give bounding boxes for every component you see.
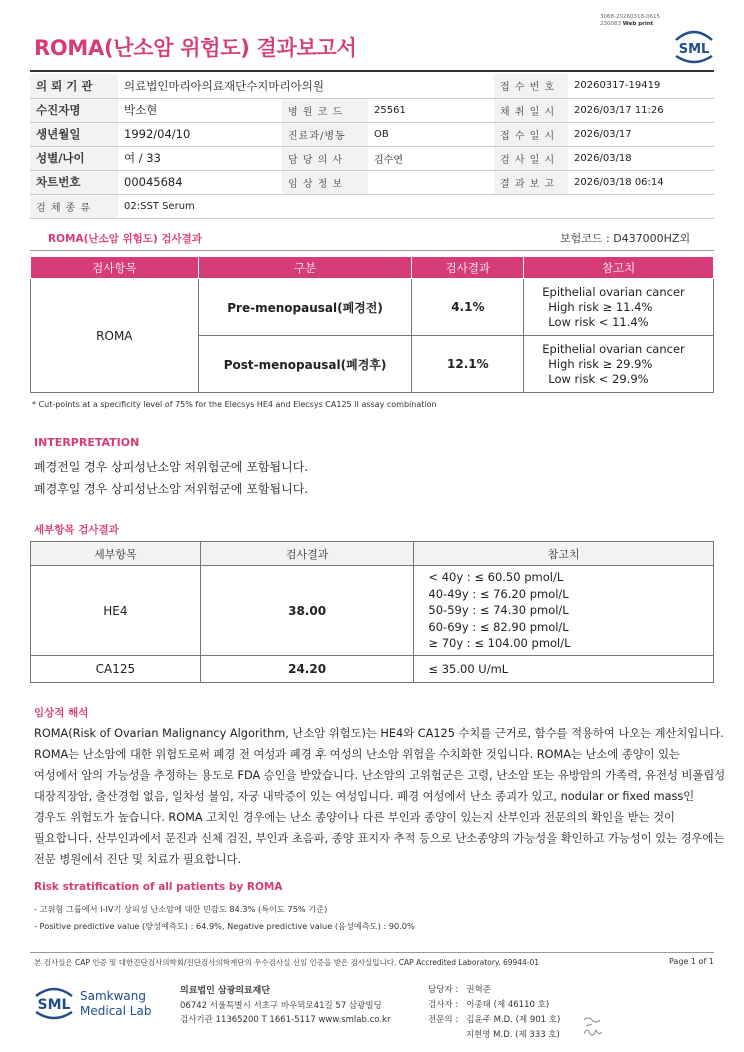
info-value: 2026/03/17 11:26 [568, 98, 714, 122]
detail-item: CA125 [31, 656, 201, 683]
specimen-label: 검 체 종 류 [30, 194, 118, 218]
staff-line: 검사자 : 이종태 (제 46110 호) [428, 1000, 550, 1010]
detail-result: 38.00 [200, 566, 414, 656]
specimen-row [30, 194, 714, 218]
roma-result: 4.1% [412, 279, 524, 336]
ref-line: High risk ≥ 29.9% [548, 356, 653, 371]
clinical-line: ROMA(Risk of Ovarian Malignancy Algorithm, 난소암 위험도)는 HE4와 CA125 수치를 근거로, 함수를 적용하여 나오는 계산치입니다. [34, 727, 724, 740]
insurance-code: 보험코드 : D437000HZ외 [560, 232, 691, 245]
clinical-line: ROMA는 난소암에 대한 위험도로써 폐경 전 여성과 폐경 후 여성의 난소암 위험을 수치화한 것입니다. ROMA는 난소에 종양이 있는 [34, 748, 680, 761]
clinical-title: 임상적 해석 [34, 707, 89, 719]
interpretation-line: 폐경전일 경우 상피성난소암 저위험군에 포함됩니다. [34, 460, 309, 474]
detail-result: 24.20 [200, 656, 414, 683]
samkwang-logo-icon [34, 980, 164, 1024]
info-label: 수진자명 [30, 98, 118, 122]
info-label: 진료과/병동 [282, 122, 368, 146]
roma-header-category: 구분 [198, 257, 412, 279]
detail-result-table [30, 541, 714, 683]
signature-icon [580, 1012, 610, 1042]
detail-header-result: 검사결과 [200, 542, 414, 566]
roma-result-table [30, 256, 714, 393]
detail-reference [414, 566, 714, 656]
ref-line: 40-49y : ≤ 76.20 pmol/L [428, 586, 569, 601]
risk-line: - 고위험 그룹에서 I-IV기 상피성 난소암에 대한 민감도 84.3% (특이도 75% 기준) [34, 904, 328, 914]
info-label: 접 수 일 시 [494, 122, 568, 146]
divider [30, 952, 714, 953]
organization-name: 의료법인 삼광의료재단 [180, 986, 271, 996]
info-value: 2026/03/18 06:14 [568, 170, 714, 194]
sml-logo-icon [672, 26, 716, 64]
roma-section-title: ROMA(난소암 위험도) 검사결과 [48, 233, 202, 245]
info-value: 00045684 [118, 170, 282, 194]
info-value: OB [368, 122, 494, 146]
info-row [30, 98, 714, 122]
roma-header-item: 검사항목 [31, 257, 199, 279]
roma-category: Post-menopausal(폐경후) [198, 336, 412, 393]
roma-header-reference: 참고치 [524, 257, 714, 279]
ref-line: Epithelial ovarian cancer [542, 341, 685, 356]
info-value: 20260317-19419 [568, 74, 714, 98]
info-value: 2026/03/17 [568, 122, 714, 146]
info-label: 병 원 코 드 [282, 98, 368, 122]
footnote: * Cut-points at a specificity level of 75% for the Elecsys HE4 and Elecsys CA125 II assay combination [32, 400, 437, 409]
info-label: 임 상 정 보 [282, 170, 368, 194]
roma-result: 12.1% [412, 336, 524, 393]
risk-line: - Positive predictive value (양성예측도) : 64.9%, Negative predictive value (음성예측도) : 90.0% [34, 921, 415, 931]
info-label: 접 수 번 호 [494, 74, 568, 98]
clinical-line: 여성에서 암의 가능성을 추정하는 용도로 FDA 승인을 받았습니다. 난소암의 고위험군은 고령, 난소암 또는 유방암의 가족력, 유전성 비폴립성 [34, 769, 726, 782]
ref-line: ≥ 70y : ≤ 104.00 pmol/L [428, 636, 571, 651]
divider [30, 250, 714, 251]
clinical-line: 대장직장암, 출산경험 없음, 일차성 불임, 자궁 내막증이 있는 여성입니다. 폐경 여성에서 난소 종괴가 있고, nodular or fixed mass인 [34, 790, 695, 803]
detail-item: HE4 [31, 566, 201, 656]
clinical-line: 전문 병원에서 진단 및 치료가 필요합니다. [34, 853, 242, 866]
risk-title: Risk stratification of all patients by ROMA [34, 881, 283, 893]
info-value: 김수연 [368, 146, 494, 170]
info-label: 의 뢰 기 관 [30, 74, 118, 98]
ref-line: ≤ 35.00 U/mL [428, 661, 509, 676]
organization-address: 06742 서울특별시 서초구 바우뫼로41길 57 삼광빌딩 [180, 1001, 382, 1011]
page-title: ROMA(난소암 위험도) 결과보고서 [34, 36, 357, 60]
organization-contact: 검사기관 11365200 T 1661-5117 www.smlab.co.kr [180, 1015, 391, 1025]
info-label: 검 사 일 시 [494, 146, 568, 170]
detail-header-reference: 참고치 [414, 542, 714, 566]
roma-item: ROMA [31, 279, 199, 393]
detail-header-item: 세부항목 [31, 542, 201, 566]
info-label: 채 취 일 시 [494, 98, 568, 122]
info-row [30, 122, 714, 146]
roma-category: Pre-menopausal(폐경전) [198, 279, 412, 336]
page-number: Page 1 of 1 [669, 957, 714, 966]
ref-line: High risk ≥ 11.4% [548, 299, 653, 314]
document-code-line1: 3068-20260318-0615 [600, 14, 660, 20]
roma-header-result: 검사결과 [412, 257, 524, 279]
roma-reference [524, 336, 714, 393]
divider [30, 70, 714, 72]
info-label: 담 당 의 사 [282, 146, 368, 170]
info-label: 생년월일 [30, 122, 118, 146]
info-row [30, 170, 714, 194]
interpretation-title: INTERPRETATION [34, 436, 140, 449]
interpretation-line: 폐경후일 경우 상피성난소암 저위험군에 포함됩니다. [34, 482, 309, 496]
info-value: 1992/04/10 [118, 122, 282, 146]
info-value: 의료법인마리아의료재단수지마리아의원 [118, 74, 494, 98]
detail-reference [414, 656, 714, 683]
ref-line: Epithelial ovarian cancer [542, 284, 685, 299]
info-value: 박소현 [118, 98, 282, 122]
ref-line: Low risk < 29.9% [548, 371, 649, 386]
clinical-line: 필요합니다. 산부인과에서 문진과 신체 검진, 부인과 초음파, 종양 표지자 추적 등으로 난소종양의 가능성을 확인하고 가능성이 있는 경우에는 [34, 832, 725, 845]
samkwang-logo-text: SML [37, 997, 71, 1013]
info-row [30, 74, 714, 98]
clinical-line: 경우도 위험도가 높습니다. ROMA 고치인 경우에는 난소 종양이나 다른 부인과 종양이 있는지 산부인과 전문의의 확인을 받는 것이 [34, 811, 675, 824]
info-value: 여 / 33 [118, 146, 282, 170]
info-value: 25561 [368, 98, 494, 122]
staff-line: 전문의 : 김윤주 M.D. (제 901 호) [428, 1015, 561, 1025]
ref-line: Low risk < 11.4% [548, 314, 649, 329]
staff-line: 지현영 M.D. (제 333 호) [428, 1030, 560, 1040]
ref-line: 50-59y : ≤ 74.30 pmol/L [428, 603, 569, 618]
info-value: 2026/03/18 [568, 146, 714, 170]
document-code-line2: 230083 [600, 21, 621, 27]
info-value [368, 170, 494, 194]
info-label: 성별/나이 [30, 146, 118, 170]
certification-text: 본 검사실은 CAP 인증 및 대한진단검사의학회/진단검사의학재단의 우수검사실 신임 인증을 받은 검사실입니다. CAP Accredited Laboratory. 69944-01 [34, 958, 540, 967]
ref-line: < 40y : ≤ 60.50 pmol/L [428, 570, 564, 585]
patient-info-table [30, 74, 714, 219]
info-row [30, 146, 714, 170]
info-label: 차트번호 [30, 170, 118, 194]
samkwang-logo-name2: Medical Lab [80, 1004, 152, 1018]
specimen-value: 02:SST Serum [118, 194, 714, 218]
detail-section-title: 세부항목 검사결과 [34, 524, 119, 536]
ref-line: 60-69y : ≤ 82.90 pmol/L [428, 619, 569, 634]
roma-reference [524, 279, 714, 336]
samkwang-logo-name1: Samkwang [80, 989, 146, 1003]
info-label: 결 과 보 고 [494, 170, 568, 194]
web-print-label: Web print [622, 21, 654, 27]
sml-logo-text: SML [678, 42, 710, 57]
staff-line: 담당자 : 권혁준 [428, 985, 491, 995]
